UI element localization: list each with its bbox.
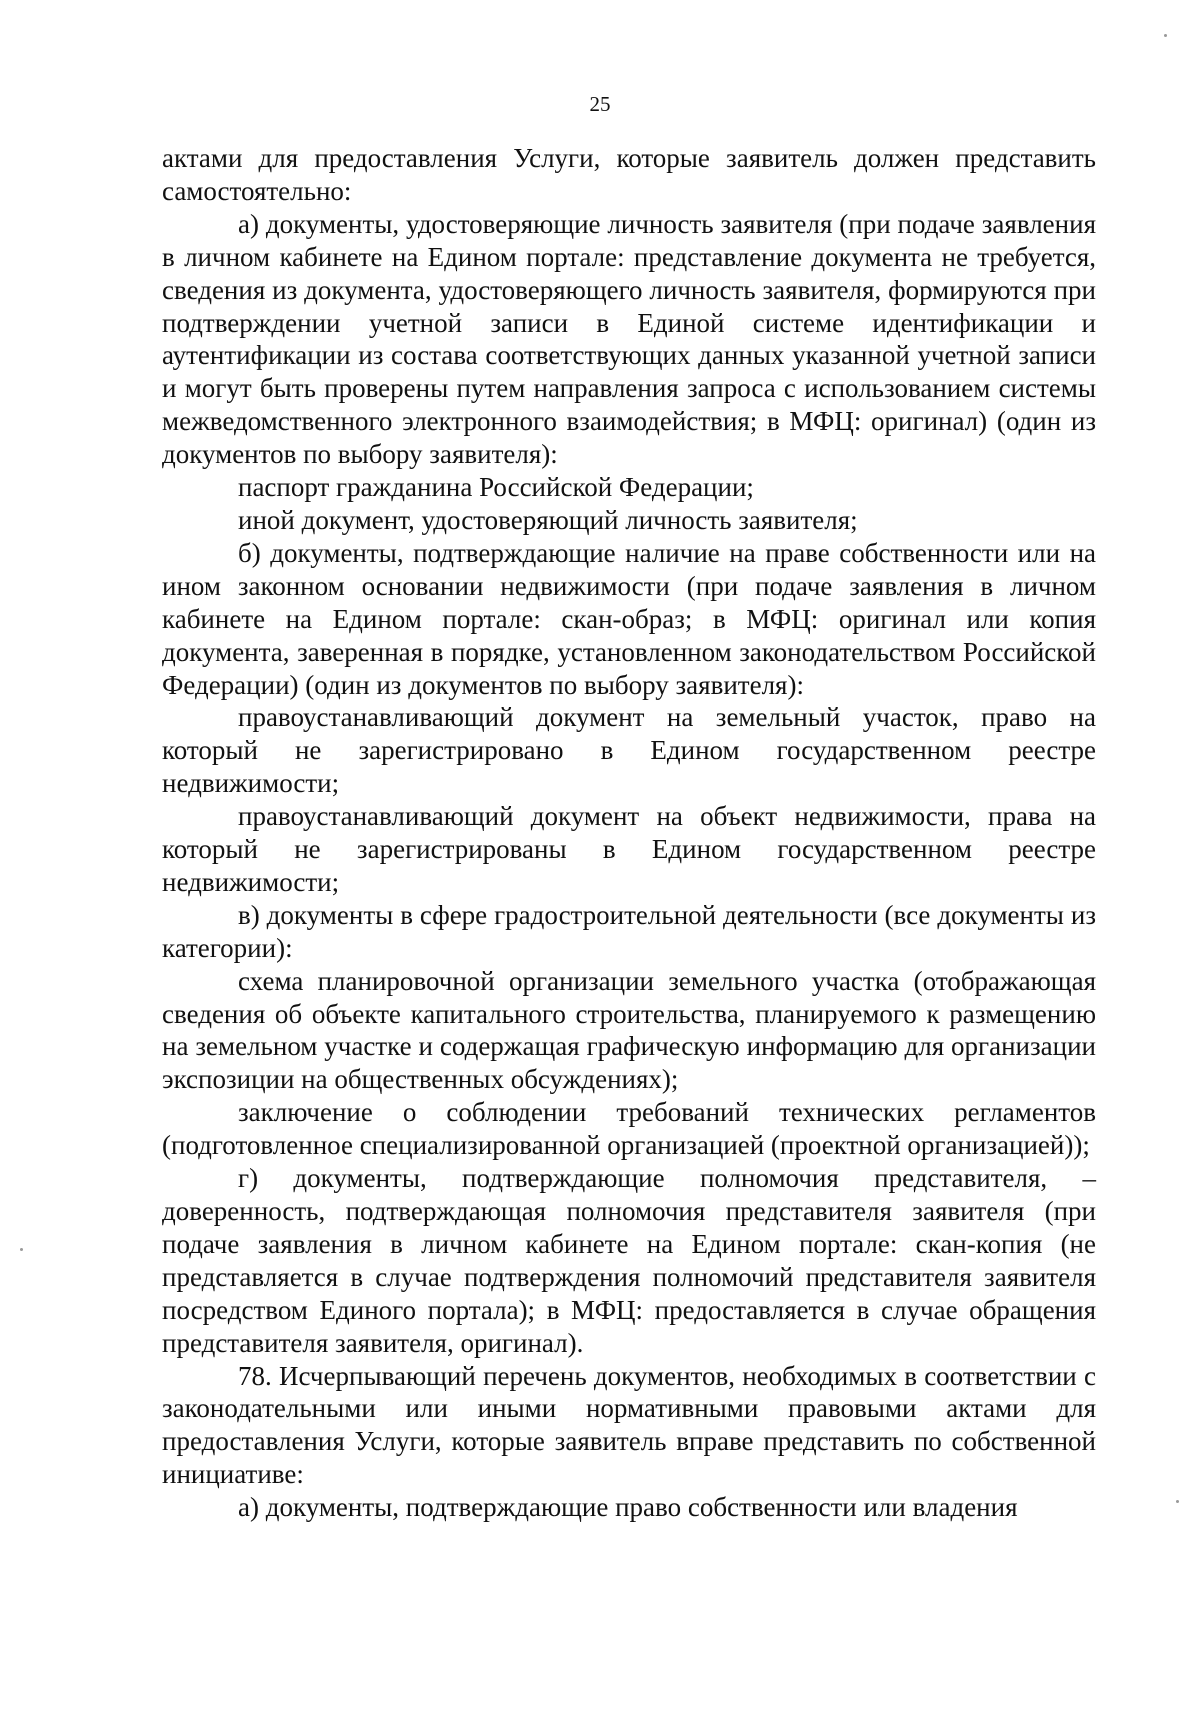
document-body [162, 142, 1096, 1524]
paragraph-passport: паспорт гражданина Российской Федерации; [238, 472, 754, 503]
paragraph-item-a-identity-documents: а) документы, удостоверяющие личность заявителя (при подаче заявления в личном кабинете на Едином портале: представление документа не требуется, сведения из документа, удостоверяющего личность заявителя, формируются при подтверждении учетной записи в Единой системе идентификации и аутентификации из состава соответствующих данных указанной учетной записи и могут быть проверены путем направления запроса с использованием системы межведомственного электронного взаимодействия; в МФЦ: оригинал) (один из документов по выбору заявителя): [162, 208, 1096, 470]
scan-speck [20, 1248, 23, 1251]
paragraph-item-g-representative-authority: г) документы, подтверждающие полномочия представителя, – доверенность, подтверждающая полномочия представителя заявителя (при подаче заявления в личном кабинете на Едином портале: скан-копия (не представляется в случае подтверждения полномочий представителя заявителя посредством Единого портала); в МФЦ: предоставляется в случае обращения представителя заявителя, оригинал). [162, 1163, 1096, 1358]
paragraph-technical-regulations-conclusion: заключение о соблюдении требований технических регламентов (подготовленное специализированной организацией (проектной организацией)); [162, 1097, 1096, 1161]
paragraph-section-78-item-a: а) документы, подтверждающие право собственности или владения [238, 1492, 1018, 1523]
page-number: 25 [589, 92, 611, 116]
paragraph-site-plan-scheme: схема планировочной организации земельного участка (отображающая сведения об объекте капитального строительства, планируемого к размещению на земельном участке и содержащая графическую информацию для организации экспозиции на общественных обсуждениях); [162, 965, 1096, 1095]
paragraph-section-78: 78. Исчерпывающий перечень документов, необходимых в соответствии с законодательными или иными нормативными правовыми актами для предоставления Услуги, которые заявитель вправе представить по собственной инициативе: [162, 1360, 1096, 1490]
paragraph-property-title-document: правоустанавливающий документ на объект недвижимости, права на который не зарегистрированы в Едином государственном реестре недвижимости; [162, 801, 1096, 897]
scan-speck [1176, 1500, 1179, 1503]
paragraph-item-v-urban-planning-documents: в) документы в сфере градостроительной деятельности (все документы из категории): [162, 899, 1096, 963]
scan-speck [1164, 34, 1167, 37]
paragraph-other-identity-document: иной документ, удостоверяющий личность заявителя; [238, 504, 858, 535]
paragraph-item-b-property-documents: б) документы, подтверждающие наличие на праве собственности или на ином законном основании недвижимости (при подаче заявления в личном кабинете на Едином портале: скан-образ; в МФЦ: оригинал или копия документа, заверенная в порядке, установленном законодательством Российской Федерации) (один из документов по выбору заявителя): [162, 537, 1096, 700]
paragraph-land-title-document: правоустанавливающий документ на земельный участок, право на который не зарегистрировано в Едином государственном реестре недвижимости; [162, 702, 1096, 799]
paragraph-continuation: актами для предоставления Услуги, которые заявитель должен представить самостоятельно: [162, 143, 1096, 206]
